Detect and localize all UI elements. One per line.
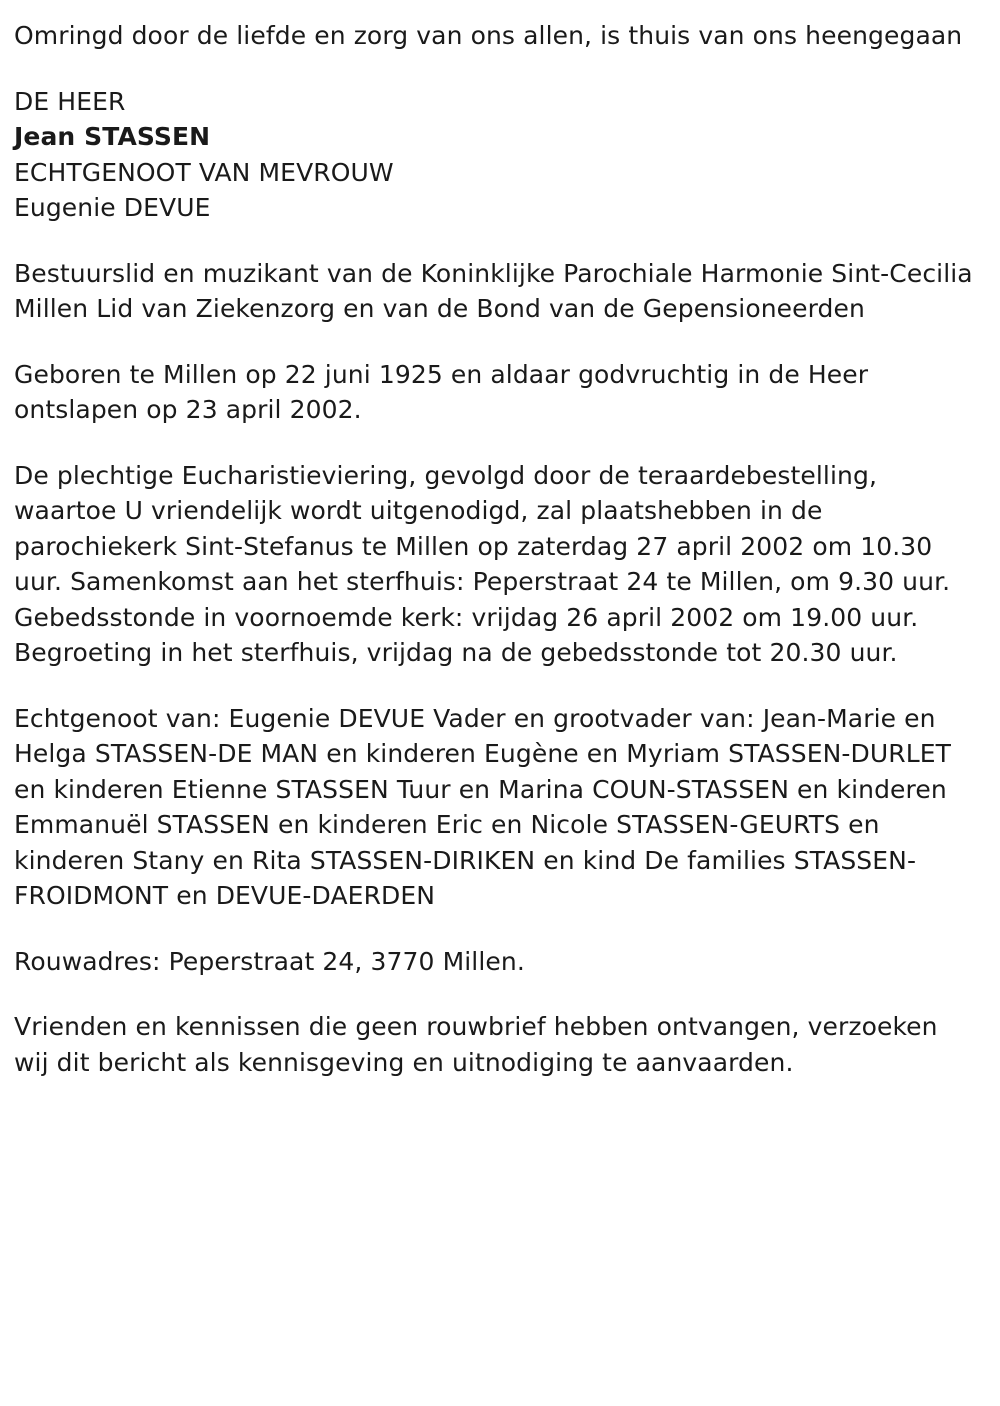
honorific-label: DE HEER (14, 86, 126, 116)
spouse-label: ECHTGENOOT VAN MEVROUW (14, 157, 394, 187)
spouse-name: Eugenie DEVUE (14, 193, 211, 222)
mourning-address-paragraph: Rouwadres: Peperstraat 24, 3770 Millen. (14, 946, 525, 976)
affiliations-paragraph: Bestuurslid en muzikant van de Koninklijke Parochiale Harmonie Sint-Cecilia Millen Lid van Ziekenzorg en van de Bond van de Gepensioneerden (14, 258, 973, 323)
family-paragraph: Echtgenoot van: Eugenie DEVUE Vader en grootvader van: Jean-Marie en Helga STASSEN-DE MAN en kinderen Eugène en Myriam STASSEN-DURLET en kinderen Etienne STASSEN Tuur en Marina COUN-STASSEN en kinderen Emmanuël STASSEN en kinderen Eric en Nicole STASSEN-GEURTS en kinderen Stany en Rita STASSEN-DIRIKEN en kind De families STASSEN-FROIDMONT en DEVUE-DAERDEN (14, 703, 952, 910)
closing-paragraph: Vrienden en kennissen die geen rouwbrief hebben ontvangen, verzoeken wij dit bericht als kennisgeving en uitnodiging te aanvaarden. (14, 1012, 938, 1077)
deceased-title-block (14, 84, 978, 226)
deceased-name: Jean STASSEN (14, 122, 211, 151)
birth-death-paragraph: Geboren te Millen op 22 juni 1925 en aldaar godvruchtig in de Heer ontslapen op 23 april 2002. (14, 359, 869, 424)
service-details-paragraph: De plechtige Eucharistieviering, gevolgd door de teraardebestelling, waartoe U vriendelijk wordt uitgenodigd, zal plaatshebben in de parochiekerk Sint-Stefanus te Millen op zaterdag 27 april 2002 om 10.30 uur. Samenkomst aan het sterfhuis: Peperstraat 24 te Millen, om 9.30 uur. Gebedsstonde in voornoemde kerk: vrijdag 26 april 2002 om 19.00 uur. Begroeting in het sterfhuis, vrijdag na de gebedsstonde tot 20.30 uur. (14, 460, 951, 667)
intro-paragraph: Omringd door de liefde en zorg van ons allen, is thuis van ons heengegaan (14, 21, 963, 50)
